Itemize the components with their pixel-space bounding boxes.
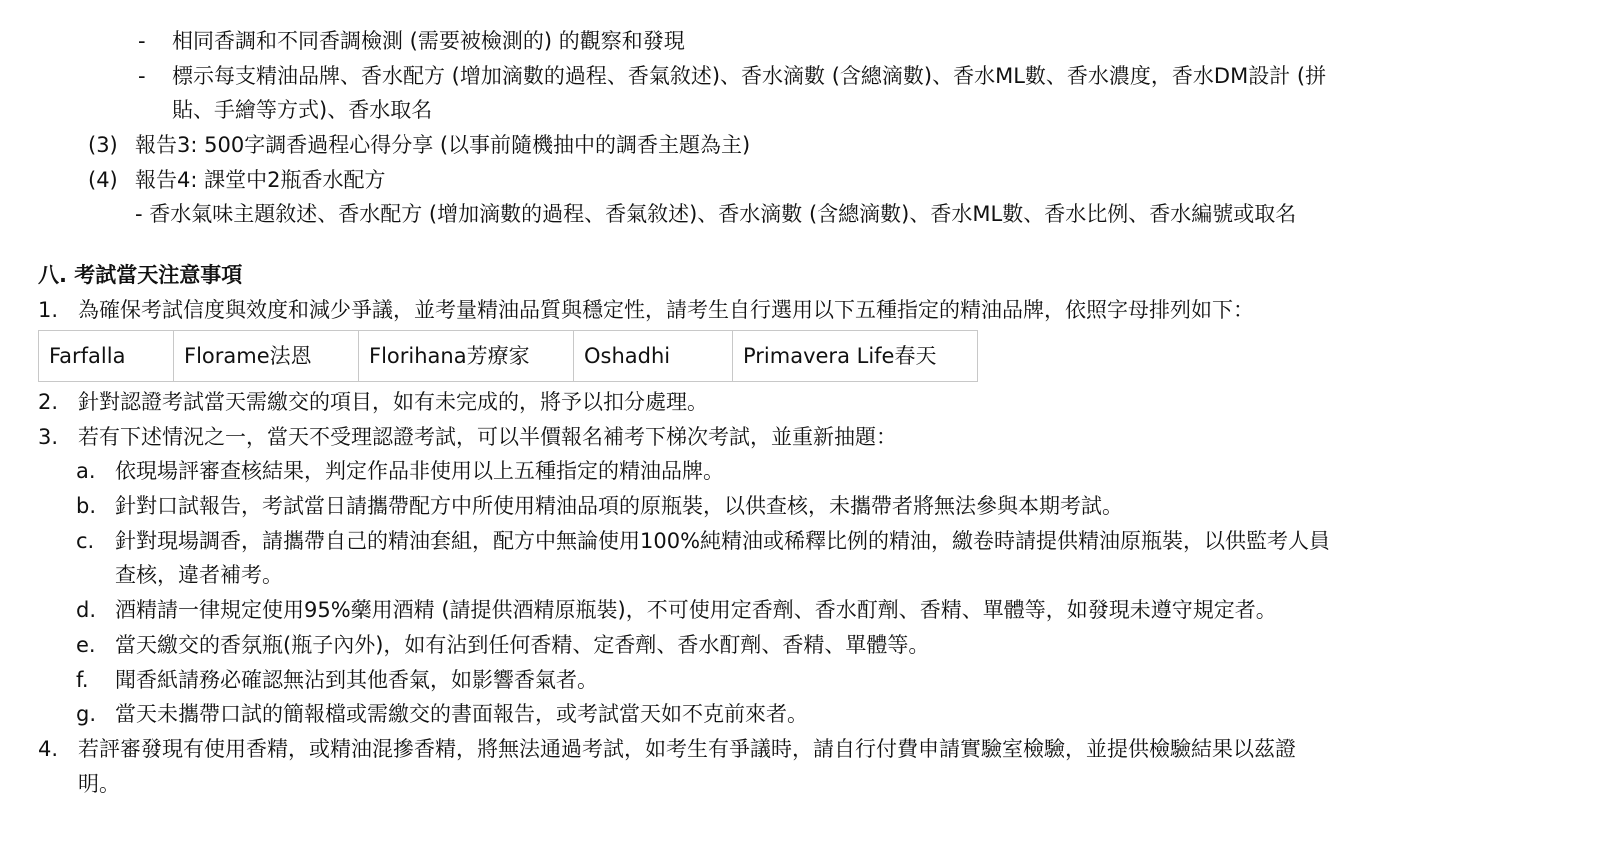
note-3-text: 若有下述情況之一，當天不受理認證考試，可以半價報名補考下梯次考試，並重新抽題：	[78, 425, 897, 449]
note-3d-text: 酒精請一律規定使用95%藥用酒精 (請提供酒精原瓶裝)，不可使用定香劑、香水酊劑、香精、單體等，如發現未遵守規定者。	[115, 598, 1277, 622]
note-marker: 4.	[38, 737, 59, 761]
brand-cell-primavera: Primavera Life春天	[733, 331, 978, 382]
brand-cell-florihana: Florihana芳療家	[359, 331, 574, 382]
subitem-marker: c.	[76, 529, 95, 553]
brand-cell-oshadhi: Oshadhi	[574, 331, 733, 382]
item-marker: (3)	[88, 133, 118, 157]
brand-row	[39, 331, 978, 382]
note-1-text: 為確保考試信度與效度和減少爭議，並考量精油品質與穩定性，請考生自行選用以下五種指定的精油品牌，依照字母排列如下：	[78, 298, 1254, 322]
note-marker: 2.	[38, 390, 59, 414]
report-item-4: 報告4: 課堂中2瓶香水配方	[135, 168, 386, 192]
report-item-4-sub: - 香水氣味主題敘述、香水配方 (增加滴數的過程、香氣敘述)、香水滴數 (含總滴數)、香水ML數、香水比例、香水編號或取名	[135, 202, 1297, 226]
subitem-marker: g.	[76, 702, 97, 726]
subitem-marker: b.	[76, 494, 97, 518]
subitem-marker: f.	[76, 668, 89, 692]
note-3e-text: 當天繳交的香氛瓶(瓶子內外)，如有沾到任何香精、定香劑、香水酊劑、香精、單體等。	[115, 633, 930, 657]
report-line-labeling-cont: 貼、手繪等方式)、香水取名	[172, 98, 433, 122]
note-3c-text-cont: 查核，違者補考。	[115, 563, 283, 587]
note-4-text: 若評審發現有使用香精，或精油混摻香精，將無法通過考試，如考生有爭議時，請自行付費申請實驗室檢驗，並提供檢驗結果以茲證	[78, 737, 1296, 761]
note-4-text-cont: 明。	[78, 772, 120, 796]
note-3a-text: 依現場評審查核結果，判定作品非使用以上五種指定的精油品牌。	[115, 459, 724, 483]
bullet-dash: -	[138, 29, 146, 53]
brand-cell-farfalla: Farfalla	[39, 331, 174, 382]
section-title: 八. 考試當天注意事項	[38, 263, 243, 287]
note-3g-text: 當天未攜帶口試的簡報檔或需繳交的書面報告，或考試當天如不克前來者。	[115, 702, 808, 726]
subitem-marker: d.	[76, 598, 97, 622]
note-marker: 3.	[38, 425, 59, 449]
brand-cell-florame: Florame法恩	[174, 331, 359, 382]
note-marker: 1.	[38, 298, 59, 322]
note-3b-text: 針對口試報告，考試當日請攜帶配方中所使用精油品項的原瓶裝，以供查核，未攜帶者將無法參與本期考試。	[115, 494, 1123, 518]
report-line-observation: 相同香調和不同香調檢測 (需要被檢測的) 的觀察和發現	[172, 29, 685, 53]
brand-table	[38, 330, 978, 382]
note-2-text: 針對認證考試當天需繳交的項目，如有未完成的，將予以扣分處理。	[78, 390, 708, 414]
subitem-marker: e.	[76, 633, 96, 657]
note-3f-text: 聞香紙請務必確認無沾到其他香氣，如影響香氣者。	[115, 668, 598, 692]
note-3c-text: 針對現場調香，請攜帶自己的精油套組，配方中無論使用100%純精油或稀釋比例的精油，繳卷時請提供精油原瓶裝，以供監考人員	[115, 529, 1331, 553]
report-line-labeling: 標示每支精油品牌、香水配方 (增加滴數的過程、香氣敘述)、香水滴數 (含總滴數)、香水ML數、香水濃度，香水DM設計 (拼	[172, 64, 1327, 88]
subitem-marker: a.	[76, 459, 96, 483]
bullet-dash: -	[138, 64, 146, 88]
item-marker: (4)	[88, 168, 118, 192]
report-item-3: 報告3: 500字調香過程心得分享 (以事前隨機抽中的調香主題為主)	[135, 133, 751, 157]
